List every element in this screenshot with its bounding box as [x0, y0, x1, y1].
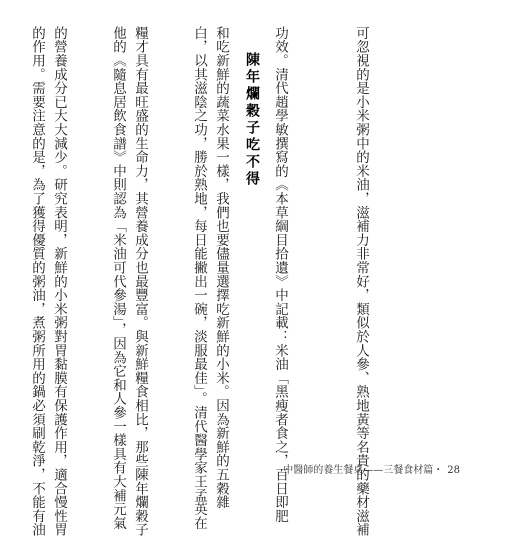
text-column: 糧才具有最旺盛的生命力，其營養成分也最豐富。與新鮮糧食相比，那些陳年爛穀子 — [132, 26, 148, 537]
text-column: 白，以其滋陰之功，勝於熟地，每日能撇出一碗，淡服最佳」。清代醫學家王孟英在 — [191, 26, 207, 530]
text-column: 和吃新鮮的蔬菜水果一樣，我們也要儘量選擇吃新鮮的小米。因為新鮮的五穀雜 — [213, 26, 229, 509]
running-title: 中醫師的養生餐桌——三餐食材篇 — [283, 465, 434, 476]
text-column: 他的《隨息居飲食譜》中則認為「米油可代參湯」，因為它和人參一樣具有大補元氣 — [110, 26, 126, 530]
page-number: 28 — [447, 465, 460, 476]
text-column: 可忽視的是小米粥中的米油，滋補力非常好，類似於人參、熟地黃等名貴的藥材滋補 — [353, 26, 369, 537]
text-column: 的作用。需要注意的是，為了獲得優質的粥油，煮粥所用的鍋必須刷乾淨，不能有油 — [29, 26, 45, 537]
text-column: 功效。清代趙學敏撰寫的《本草綱目拾遺》中記載：米油「黑瘦者食之，百日即肥 — [272, 26, 288, 523]
footer-separator: ・ — [433, 465, 444, 476]
page-footer — [283, 461, 460, 476]
section-heading: 陳年爛穀子吃不得 — [244, 52, 260, 188]
text-column: 的營養成分已大大減少。研究表明，新鮮的小米粥對胃黏膜有保護作用，適合慢性胃 — [51, 26, 67, 537]
